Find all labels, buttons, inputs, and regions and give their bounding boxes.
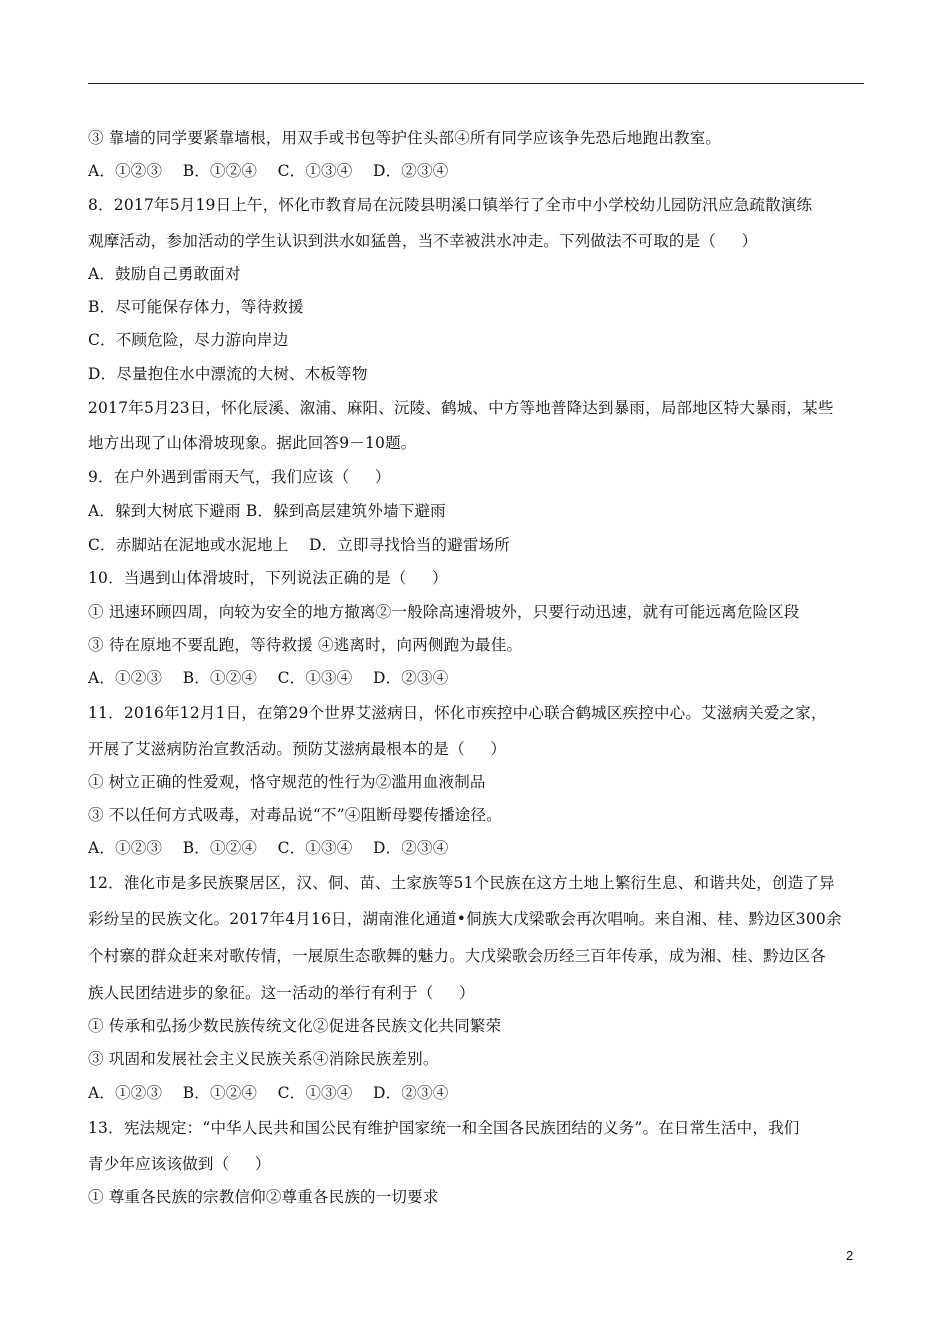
option-line: C．不顾危险，尽力游向岸边 xyxy=(88,331,289,349)
passage-line: 地方出现了山体滑坡现象。据此回答9－10题。 xyxy=(88,434,417,452)
text-line: 青少年应该该做到（ ） xyxy=(88,1155,271,1173)
text-line: ① 尊重各民族的宗教信仰②尊重各民族的一切要求 xyxy=(88,1188,439,1206)
option-line: A．鼓励自己勇敢面对 xyxy=(88,265,241,283)
question-8-line: 8．2017年5月19日上午，怀化市教育局在沅陵县明溪口镇举行了全市中小学校幼儿园防汛应急疏散演练 xyxy=(88,196,813,214)
question-13-line: 13．宪法规定：“中华人民共和国公民有维护国家统一和全国各民族团结的义务”。在日常生活中，我们 xyxy=(88,1119,800,1137)
text-line: ③ 待在原地不要乱跑，等待救援 ④逃离时，向两侧跑为最佳。 xyxy=(88,636,523,654)
page-number: 2 xyxy=(846,1248,854,1263)
text-line: ③ 巩固和发展社会主义民族关系④消除民族差别。 xyxy=(88,1050,439,1068)
text-line: 个村寨的群众赶来对歌传情，一展原生态歌舞的魅力。大戊梁歌会历经三百年传承，成为湘、桂、黔边区各 xyxy=(88,947,826,965)
option-line: A．躲到大树底下避雨 B．躲到高层建筑外墙下避雨 xyxy=(88,502,446,520)
option-line: D．尽量抱住水中漂流的大树、木板等物 xyxy=(88,365,368,383)
answer-options-line: A．①②③ B．①②④ C．①③④ D．②③④ xyxy=(88,839,449,857)
answer-options-line: A．①②③ B．①②④ C．①③④ D．②③④ xyxy=(88,162,449,180)
question-11-line: 11．2016年12月1日，在第29个世界艾滋病日，怀化市疾控中心联合鹤城区疾控中心。艾滋病关爱之家， xyxy=(88,704,827,722)
text-line: ① 迅速环顾四周，向较为安全的地方撤离②一般除高速滑坡外，只要行动迅速，就有可能远离危险区段 xyxy=(88,603,800,621)
text-line: 开展了艾滋病防治宣教活动。预防艾滋病最根本的是（ ） xyxy=(88,740,507,758)
text-line: ① 树立正确的性爱观，恪守规范的性行为②滥用血液制品 xyxy=(88,773,486,791)
question-12-line: 12．淮化市是多民族聚居区，汉、侗、苗、土家族等51个民族在这方土地上繁衍生息、和谐共处，创造了异 xyxy=(88,874,835,892)
answer-options-line: A．①②③ B．①②④ C．①③④ D．②③④ xyxy=(88,1084,449,1102)
option-line: B．尽可能保存体力，等待救援 xyxy=(88,298,304,316)
text-line: ③ 靠墙的同学要紧靠墙根，用双手或书包等护住头部④所有同学应该争先恐后地跑出教室。 xyxy=(88,129,722,147)
text-line: ① 传承和弘扬少数民族传统文化②促进各民族文化共同繁荣 xyxy=(88,1017,502,1035)
question-9-line: 9．在户外遇到雷雨天气，我们应该（ ） xyxy=(88,468,391,486)
text-line: 彩纷呈的民族文化。2017年4月16日，湖南淮化通道•侗族大戊梁歌会再次唱响。来自湘、桂、黔边区300余 xyxy=(88,910,842,928)
option-line: C．赤脚站在泥地或水泥地上 D．立即寻找恰当的避雷场所 xyxy=(88,536,510,554)
header-rule xyxy=(88,83,864,84)
text-line: 族人民团结进步的象征。这一活动的举行有利于（ ） xyxy=(88,984,475,1002)
text-line: 观摩活动，参加活动的学生认识到洪水如猛兽，当不幸被洪水冲走。下列做法不可取的是（ ） xyxy=(88,232,758,250)
question-10-line: 10．当遇到山体滑坡时，下列说法正确的是（ ） xyxy=(88,569,448,587)
answer-options-line: A．①②③ B．①②④ C．①③④ D．②③④ xyxy=(88,669,449,687)
text-line: ③ 不以任何方式吸毒，对毒品说“不”④阻断母婴传播途径。 xyxy=(88,806,502,824)
passage-line: 2017年5月23日，怀化辰溪、溆浦、麻阳、沅陵、鹤城、中方等地普降达到暴雨，局部地区特大暴雨，某些 xyxy=(88,399,834,417)
